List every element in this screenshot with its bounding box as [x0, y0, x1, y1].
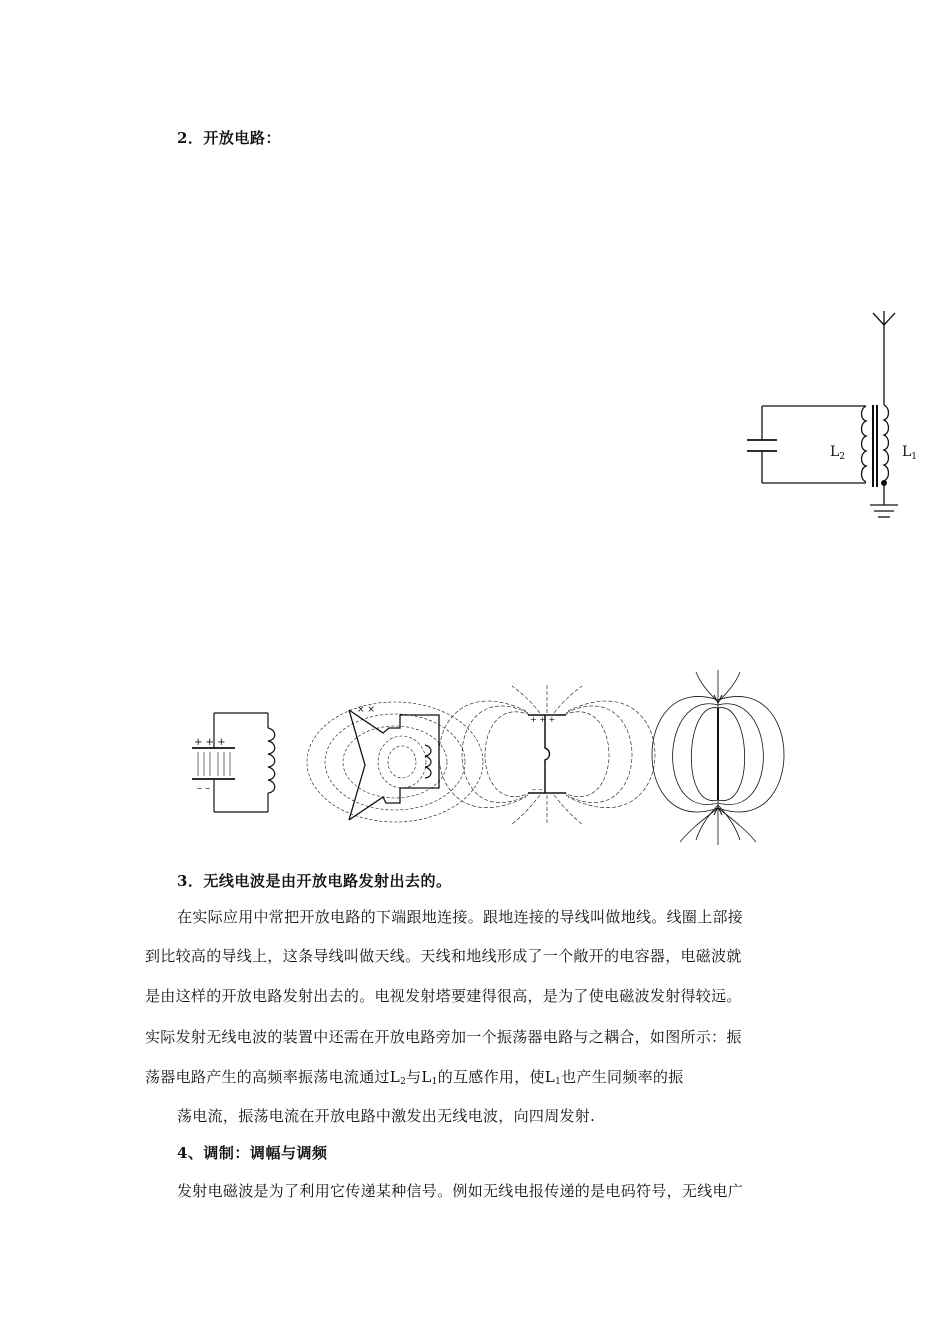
figure-a-plus-marks: + + + — [194, 737, 226, 748]
section-4-heading: 4、调制：调幅与调频 — [177, 1144, 328, 1162]
figure-d-antenna-radiation — [652, 670, 784, 845]
paragraph-3-line-5: 荡器电路产生的高频率振荡电流通过$L_2$与$L_1$的互感作用，使$L_1$也产生同频率的振 — [145, 1068, 684, 1087]
paragraph-4-line-1: 发射电磁波是为了利用它传递某种信号。例如无线电报传递的是电码符号，无线电广 — [177, 1182, 744, 1200]
paragraph-3-line-4: 实际发射无线电波的装置中还需在开放电路旁加一个振荡器电路与之耦合，如图所示：振 — [145, 1028, 742, 1046]
section-2-heading: 2．开放电路： — [177, 129, 281, 147]
label-l2: $L_2$ — [830, 444, 846, 462]
paragraph-3-line-1: 在实际应用中常把开放电路的下端跟地连接。跟地连接的导线叫做地线。线圈上部接 — [177, 908, 744, 926]
paragraph-3-line-6: 荡电流，振荡电流在开放电路中激发出无线电波，向四周发射. — [177, 1107, 596, 1125]
svg-text:× ×: × × — [357, 705, 375, 715]
label-l1: $L_1$ — [902, 444, 918, 462]
svg-text:+ + +: + + + — [530, 715, 556, 724]
paragraph-3-line-3: 是由这样的开放电路发射出去的。电视发射塔要建得很高，是为了使电磁波发射得较远。 — [145, 987, 742, 1005]
figure-c-dipole-field — [439, 683, 655, 825]
figure-b-opening-circuit — [307, 702, 483, 822]
figure-a-minus-marks: – – — [197, 783, 211, 794]
paragraph-3-line-2: 到比较高的导线上，这条导线叫做天线。天线和地线形成了一个敞开的电容器，电磁波就 — [145, 947, 742, 965]
section-3-heading: 3．无线电波是由开放电路发射出去的。 — [177, 872, 452, 890]
svg-text:– –: – – — [532, 785, 543, 794]
figure-a-lc-circuit — [192, 713, 275, 812]
